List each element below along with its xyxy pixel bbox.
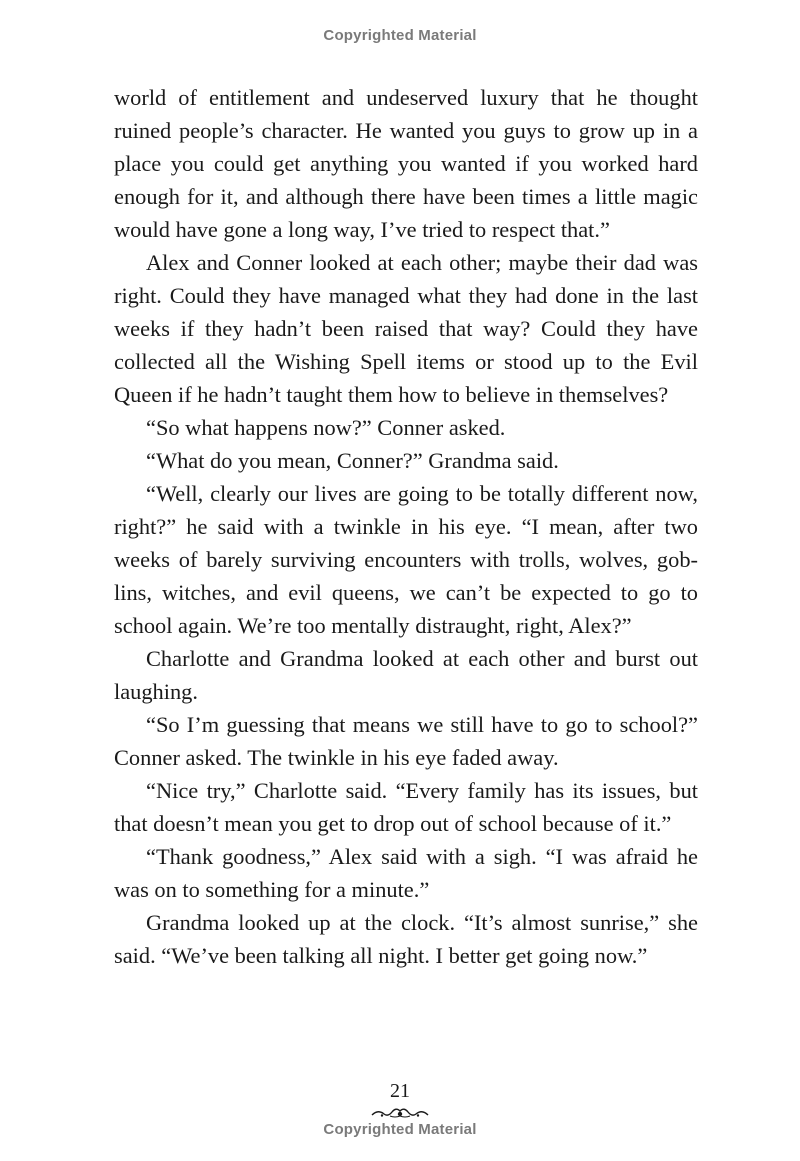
page-number: 21 <box>390 1080 410 1102</box>
paragraph: “So I’m guessing that means we still have to go to school?” Conner asked. The twinkle in his eye faded away. <box>114 712 698 770</box>
paragraph: world of entitlement and undeserved luxury that he thought ruined people’s character. He wanted you guys to grow up in a place you could get anything you wanted if you worked hard enough for it, and although there have been times a little magic would have gone a long way, I’ve tried to respect that.” <box>114 85 698 242</box>
page-body <box>114 81 698 972</box>
paragraph: “Nice try,” Charlotte said. “Every family has its issues, but that doesn’t mean you get to drop out of school because of it.” <box>114 778 698 836</box>
paragraph: “Thank goodness,” Alex said with a sigh. “I was afraid he was on to something for a minute.” <box>114 844 698 902</box>
copyright-watermark-top: Copyrighted Material <box>323 27 477 44</box>
paragraph: Grandma looked up at the clock. “It’s almost sunrise,” she said. “We’ve been talking all night. I better get going now.” <box>114 910 698 968</box>
paragraph: Charlotte and Grandma looked at each other and burst out laughing. <box>114 646 698 704</box>
paragraph: “So what happens now?” Conner asked. <box>146 415 506 440</box>
paragraph: “What do you mean, Conner?” Grandma said. <box>146 448 559 473</box>
paragraph: Alex and Conner looked at each other; maybe their dad was right. Could they have managed what they had done in the last weeks if they hadn’t been raised that way? Could they have collected all the Wishing Spell items or stood up to the Evil Queen if he hadn’t taught them how to believe in themselves? <box>114 250 698 407</box>
copyright-watermark-bottom: Copyrighted Material <box>323 1121 477 1138</box>
paragraph: “Well, clearly our lives are going to be totally different now, right?” he said with a twinkle in his eye. “I mean, after two weeks of barely surviving encounters with trolls, wolves, goblins, witches, and evil queens, we can’t be expected to go to school again. We’re too mentally distraught, right, Alex?” <box>114 481 698 638</box>
flourish-ornament-icon <box>370 1103 430 1119</box>
